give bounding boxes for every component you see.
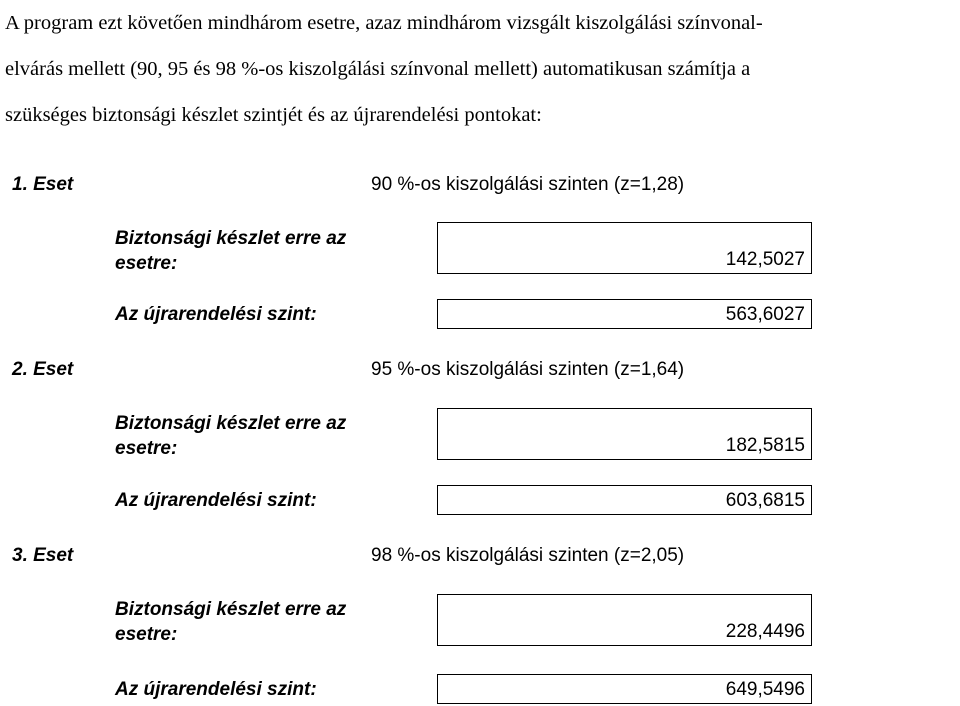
case-2-safety-stock-value: 182,5815: [725, 435, 805, 456]
case-3-description: 98 %-os kiszolgálási szinten (z=2,05): [371, 545, 685, 566]
case-3-safety-stock-value: 228,4496: [725, 621, 805, 642]
case-1-reorder-box: [437, 299, 812, 329]
case-1-description: 90 %-os kiszolgálási szinten (z=1,28): [371, 174, 685, 195]
intro-line-1: A program ezt követően mindhárom esetre, azaz mindhárom vizsgált kiszolgálási színvonal-: [5, 12, 763, 34]
case-1-title: 1. Eset: [12, 174, 74, 195]
case-1-safety-stock-label-line-1: Biztonsági készlet erre az: [115, 228, 347, 249]
case-2-reorder-box: [437, 485, 812, 515]
case-1-reorder-label: Az újrarendelési szint:: [115, 304, 317, 325]
case-2-safety-stock-box: [437, 408, 812, 460]
case-2-safety-stock-label-line-2: esetre:: [115, 438, 178, 459]
case-2-description: 95 %-os kiszolgálási szinten (z=1,64): [371, 359, 685, 380]
case-3-reorder-box: [437, 674, 812, 704]
case-3-safety-stock-label-line-1: Biztonsági készlet erre az: [115, 599, 347, 620]
intro-line-3: szükséges biztonsági készlet szintjét és az újrarendelési pontokat:: [5, 104, 542, 126]
case-1-safety-stock-box: [437, 222, 812, 274]
case-1-safety-stock-label-line-2: esetre:: [115, 253, 178, 274]
case-1-safety-stock-value: 142,5027: [725, 249, 805, 270]
case-2-title: 2. Eset: [12, 359, 74, 380]
case-1-safety-stock-label: [115, 226, 346, 276]
case-2-reorder-value: 603,6815: [725, 490, 805, 511]
case-3-safety-stock-label-line-2: esetre:: [115, 624, 178, 645]
intro-paragraph: [5, 0, 957, 138]
case-3-safety-stock-box: [437, 594, 812, 646]
case-2-reorder-label: Az újrarendelési szint:: [115, 490, 317, 511]
case-3-reorder-label: Az újrarendelési szint:: [115, 679, 317, 700]
case-1-reorder-value: 563,6027: [725, 304, 805, 325]
case-3-reorder-value: 649,5496: [725, 679, 805, 700]
case-2-safety-stock-label-line-1: Biztonsági készlet erre az: [115, 413, 347, 434]
case-3-safety-stock-label: [115, 597, 346, 647]
case-2-safety-stock-label: [115, 411, 346, 461]
intro-line-2: elvárás mellett (90, 95 és 98 %-os kiszolgálási színvonal mellett) automatikusan számítja a: [5, 58, 751, 80]
case-3-title: 3. Eset: [12, 545, 74, 566]
